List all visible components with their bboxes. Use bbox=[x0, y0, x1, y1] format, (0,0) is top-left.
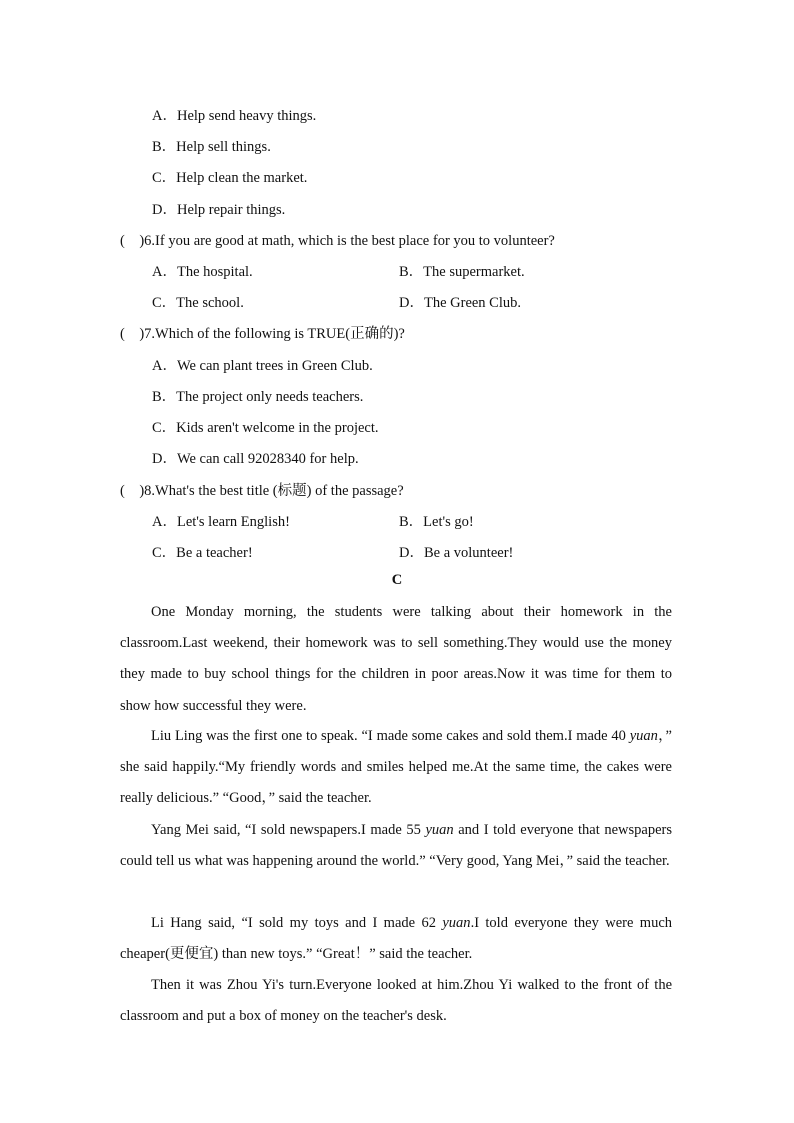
q6-option-b: B．The supermarket. bbox=[399, 264, 525, 280]
q7-option-d: D．We can call 92028340 for help. bbox=[152, 451, 359, 467]
q7-option-a: A．We can plant trees in Green Club. bbox=[152, 358, 373, 374]
prev-option-b: B．Help sell things. bbox=[152, 139, 271, 155]
passage-paragraph-5: Then it was Zhou Yi's turn.Everyone looked at him.Zhou Yi walked to the front of the classroom and put a box of money on the teacher's desk. bbox=[120, 977, 672, 1025]
currency-unit: yuan bbox=[629, 728, 658, 744]
question-7: ( )7.Which of the following is TRUE(正确的)? bbox=[120, 326, 405, 342]
prev-option-a: A．Help send heavy things. bbox=[152, 108, 317, 124]
paragraph-2-text-b: ，” she said happily.“My friendly words and smiles helped me.At the same time, the cakes were really delicious.” “Good，” said the teacher. bbox=[120, 728, 672, 807]
q7-option-b: B．The project only needs teachers. bbox=[152, 389, 364, 405]
question-8: ( )8.What's the best title (标题) of the passage? bbox=[120, 483, 404, 499]
q6-option-a: A．The hospital. bbox=[152, 264, 253, 280]
passage-paragraph-3 bbox=[120, 815, 672, 877]
section-heading: C bbox=[391, 572, 403, 588]
paragraph-2-text-a: Liu Ling was the first one to speak. “I made some cakes and sold them.I made 40 bbox=[151, 728, 630, 744]
q8-option-b: B．Let's go! bbox=[399, 514, 474, 530]
q8-option-c: C．Be a teacher! bbox=[152, 545, 253, 561]
paragraph-3-text-a: Yang Mei said, “I sold newspapers.I made 55 bbox=[151, 822, 426, 838]
passage-paragraph-4 bbox=[120, 908, 672, 970]
q6-option-c: C．The school. bbox=[152, 295, 244, 311]
prev-option-d: D．Help repair things. bbox=[152, 202, 286, 218]
paragraph-3-text-b: and I told everyone that newspapers could tell us what was happening around the world.” “Very good, Yang Mei，” said the teacher. bbox=[120, 822, 672, 870]
currency-unit: yuan bbox=[442, 915, 471, 931]
q8-option-a: A．Let's learn English! bbox=[152, 514, 290, 530]
passage-paragraph-1: One Monday morning, the students were talking about their homework in the classroom.Last weekend, their homework was to sell something.They would use the money they made to buy school things for the children in poor areas.Now it was time for them to show how successful they were. bbox=[120, 604, 672, 714]
q6-option-d: D．The Green Club. bbox=[399, 295, 522, 311]
question-6: ( )6.If you are good at math, which is the best place for you to volunteer? bbox=[120, 233, 555, 249]
currency-unit: yuan bbox=[425, 822, 454, 838]
paragraph-4-text-b: .I told everyone they were much cheaper(更便宜) than new toys.” “Great！” said the teacher. bbox=[120, 915, 673, 963]
q7-option-c: C．Kids aren't welcome in the project. bbox=[152, 420, 379, 436]
q8-option-d: D．Be a volunteer! bbox=[399, 545, 514, 561]
paragraph-4-text-a: Li Hang said, “I sold my toys and I made 62 bbox=[151, 915, 443, 931]
passage-paragraph-2 bbox=[120, 721, 672, 815]
prev-option-c: C．Help clean the market. bbox=[152, 170, 308, 186]
